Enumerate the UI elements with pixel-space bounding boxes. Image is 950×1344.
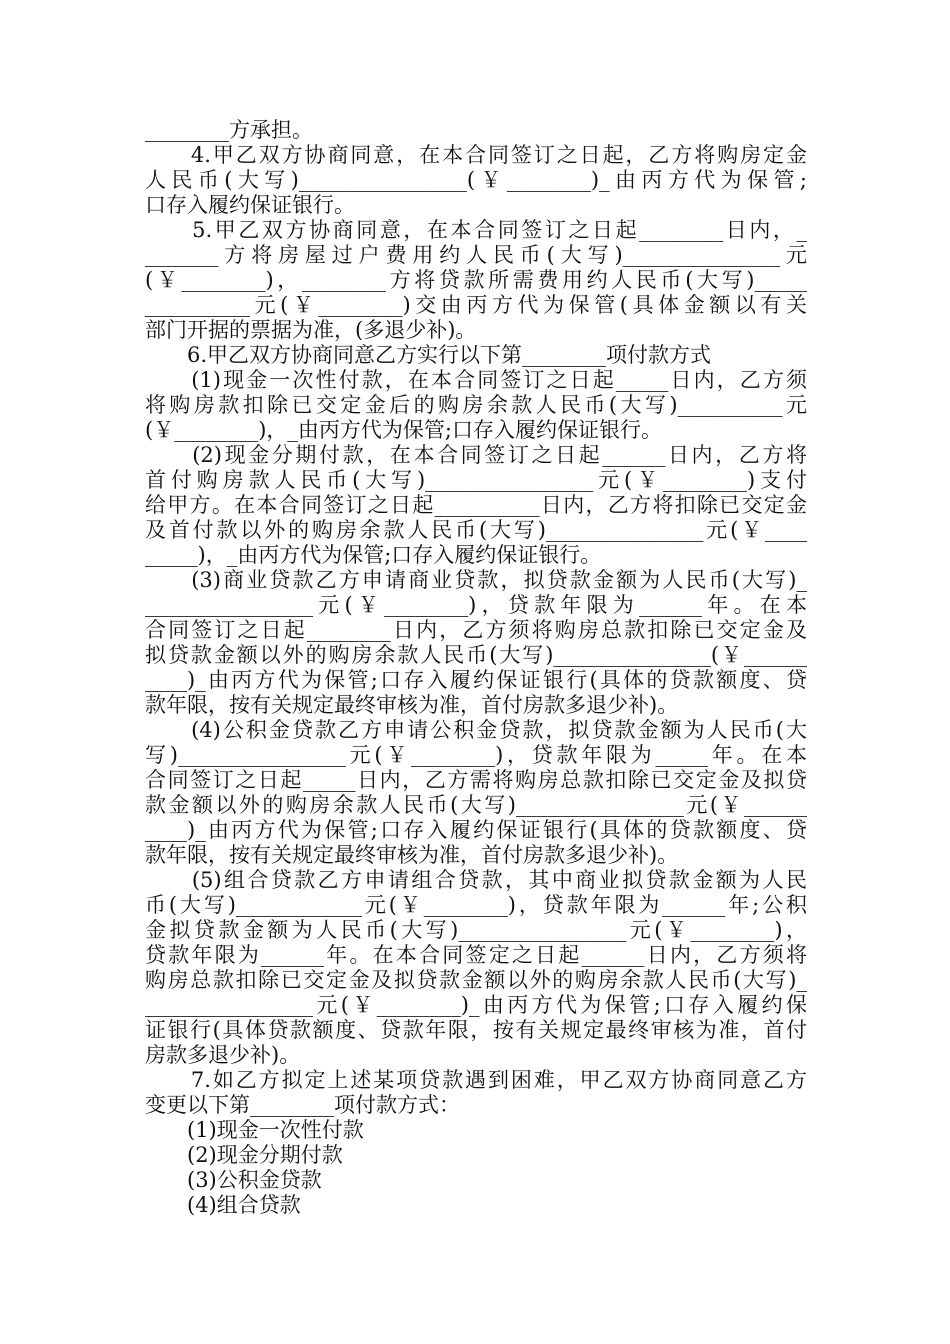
text-line: 部门开据的票据为准，(多退少补)。: [145, 318, 477, 342]
text-line: _____)，_由丙方代为保管;口存入履约保证银行。: [145, 543, 602, 567]
text-line: 将购房款扣除已交定金后的购房余款人民币(大写)__________元: [145, 393, 807, 417]
text-line: 6.甲乙双方协商同意乙方实行以下第________项付款方式: [145, 343, 712, 367]
text-line: 及首付款以外的购房余款人民币(大写)_______________元(￥____: [145, 518, 807, 542]
text-line: 写)________________元(￥________)，贷款年限为_____年。在本: [145, 743, 807, 767]
text-line: 合同签订之日起________日内，乙方须将购房总款扣除已交定金及: [145, 618, 807, 642]
text-line: 变更以下第________项付款方式：: [145, 1093, 460, 1117]
text-line: (￥________)，________方将贷款所需费用约人民币(大写)_____: [145, 268, 807, 292]
text-line: ________________元(￥________)_由丙方代为保管;口存入履约保: [145, 993, 807, 1017]
text-line: 购房总款扣除已交定金及拟贷款金额以外的购房余款人民币(大写)_: [145, 968, 807, 992]
text-line: 贷款年限为______年。在本合同签定之日起______日内，乙方须将: [145, 943, 807, 967]
text-line: (￥________)，_由丙方代为保管;口存入履约保证银行。: [145, 418, 662, 442]
text-line: 金拟贷款金额为人民币(大写)________________元(￥________)，: [145, 918, 807, 942]
text-line: 合同签订之日起_____日内，乙方需将购房总款扣除已交定金及拟贷: [145, 768, 807, 792]
text-line: (1)现金一次性付款，在本合同签订之日起_____日内，乙方须: [145, 368, 807, 392]
text-line: ________方承担。: [145, 118, 313, 142]
text-line: 给甲方。在本合同签订之日起__________日内，乙方将扣除已交定金: [145, 493, 807, 517]
text-line: (2)现金分期付款: [145, 1143, 343, 1167]
text-line: 款年限，按有关规定最终审核为准，首付房款多退少补)。: [145, 693, 679, 717]
text-line: 币(大写)____________元(￥________)，贷款年限为______年;公积: [145, 893, 807, 917]
text-line: _______方将房屋过户费用约人民币(大写)_______________元: [145, 243, 807, 267]
text-line: 人民币(大写)________________(￥________)_由丙方代为保管;: [145, 168, 807, 192]
text-line: __________元(￥________)交由丙方代为保管(具体金额以有关: [145, 293, 807, 317]
text-line: (4)组合贷款: [145, 1193, 301, 1217]
text-line: 拟贷款金额以外的购房余款人民币(大写)_______________(￥______: [145, 643, 807, 667]
text-line: ________________元(￥________)，贷款年限为______年。在本: [145, 593, 807, 617]
text-line: (5)组合贷款乙方申请组合贷款，其中商业拟贷款金额为人民: [145, 868, 807, 892]
text-line: 4.甲乙双方协商同意，在本合同签订之日起，乙方将购房定金: [145, 143, 807, 167]
text-line: 证银行(具体贷款额度、贷款年限，按有关规定最终审核为准，首付: [145, 1018, 807, 1042]
text-line: (3)商业贷款乙方申请商业贷款，拟贷款金额为人民币(大写)_: [145, 568, 807, 592]
text-line: 款年限，按有关规定最终审核为准，首付房款多退少补)。: [145, 843, 679, 867]
text-line: 口存入履约保证银行。: [145, 193, 355, 217]
text-line: (2)现金分期付款，在本合同签订之日起______日内，乙方将: [145, 443, 807, 467]
text-line: (4)公积金贷款乙方申请公积金贷款，拟贷款金额为人民币(大: [145, 718, 807, 742]
text-line: (1)现金一次性付款: [145, 1118, 364, 1142]
contract-text: [145, 118, 807, 1218]
text-line: 5.甲乙双方协商同意，在本合同签订之日起________日内，_: [145, 218, 807, 242]
text-line: ____)_由丙方代为保管;口存入履约保证银行(具体的贷款额度、贷: [145, 818, 807, 842]
text-line: (3)公积金贷款: [145, 1168, 322, 1192]
text-line: 首付购房款人民币(大写)________________元(￥________)支付: [145, 468, 807, 492]
text-line: 款金额以外的购房余款人民币(大写)________________元(￥______: [145, 793, 807, 817]
text-line: 房款多退少补)。: [145, 1043, 301, 1067]
text-line: ____)_由丙方代为保管;口存入履约保证银行(具体的贷款额度、贷: [145, 668, 807, 692]
text-line: 7.如乙方拟定上述某项贷款遇到困难，甲乙双方协商同意乙方: [145, 1068, 807, 1092]
